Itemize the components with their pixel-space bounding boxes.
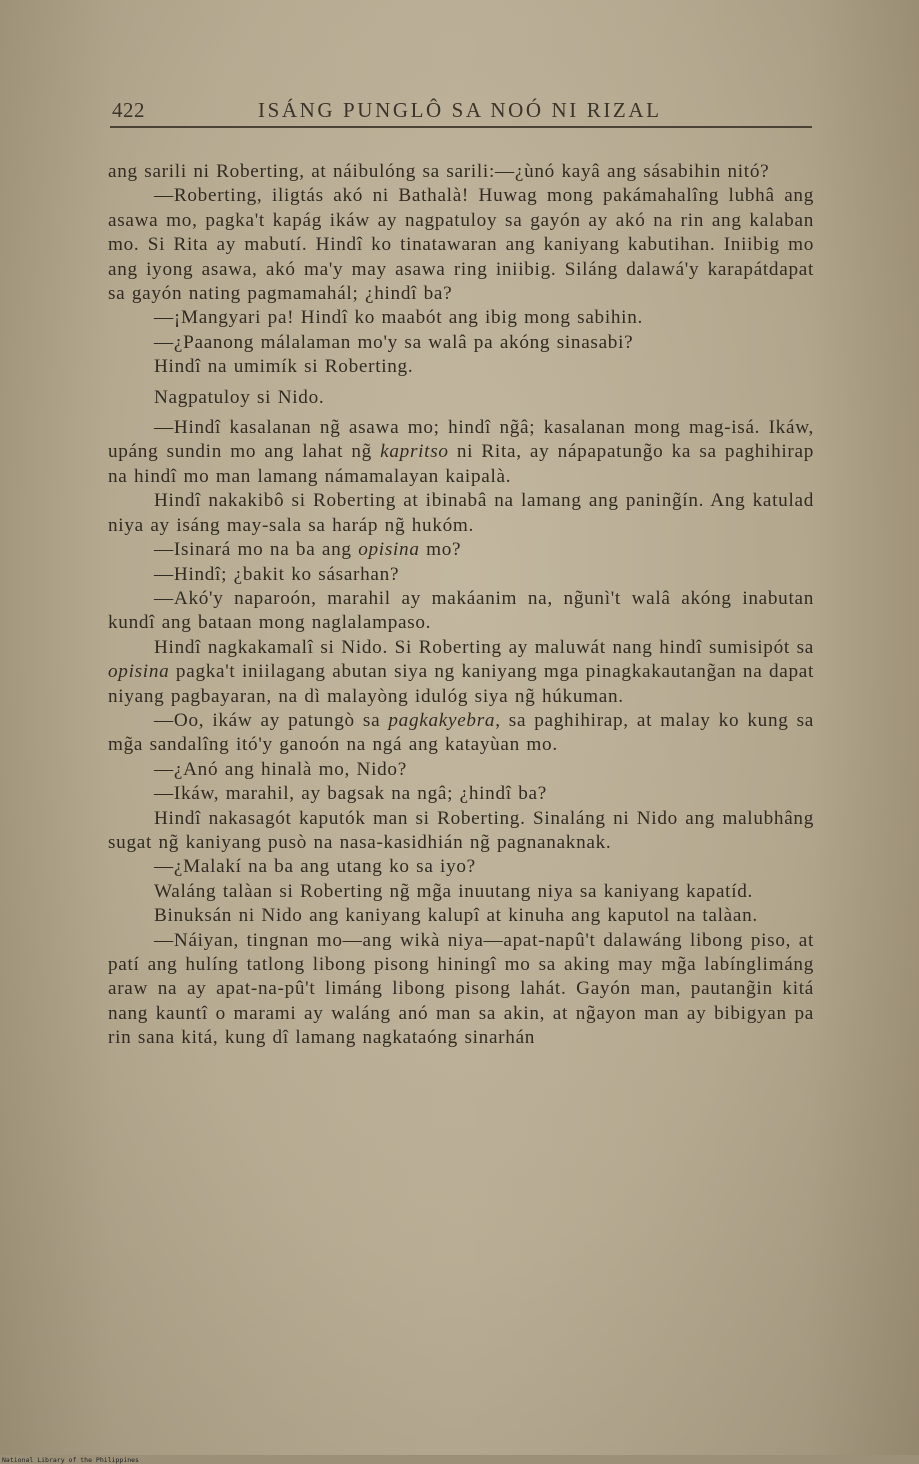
page-header xyxy=(110,92,810,128)
paragraph-text: —Hindî kasalanan ng̃ asawa mo; hindî ng̃â; kasalanan mong mag-isá. Ikáw, upáng sundin mo ang lahat ng̃ xyxy=(108,417,814,463)
paragraph xyxy=(108,855,814,879)
body-text xyxy=(108,160,814,1051)
paragraph-text: —Oo, ikáw ay patungò sa xyxy=(154,709,389,731)
paragraph xyxy=(108,758,814,782)
paragraph xyxy=(108,160,814,184)
paragraph-text: —¿Malakí na ba ang utang ko sa iyo? xyxy=(154,856,476,878)
paragraph-text: Binuksán ni Nido ang kaniyang kalupî at kinuha ang kaputol na talàan. xyxy=(154,905,758,927)
running-title: ISÁNG PUNGLÔ SA NOÓ NI RIZAL xyxy=(258,98,662,122)
paragraph xyxy=(108,929,814,1051)
paragraph-text: —Isinará mo na ba ang xyxy=(154,539,359,561)
paragraph-text: Waláng talàan si Roberting ng̃ mg̃a inuutang niya sa kaniyang kapatíd. xyxy=(154,880,754,902)
paragraph-text: —¿Anó ang hinalà mo, Nido? xyxy=(154,758,407,780)
paragraph xyxy=(108,306,814,330)
paragraph-text: Hindî nakakibô si Roberting at ibinabâ na lamang ang paning̃ín. Ang katulad niya ay isáng may-sala sa haráp ng̃ hukóm. xyxy=(108,490,814,536)
paragraph-text: —¡Mangyari pa! Hindî ko maabót ang ibig mong sabihin. xyxy=(154,307,643,329)
paragraph-text: —Akó'y naparoón, marahil ay makáanim na, ng̃unì't walâ akóng inabutan kundî ang bataan mong naglalampaso. xyxy=(108,587,814,634)
paragraph xyxy=(108,807,814,856)
paragraph-text: pagka't iniilagang abutan siya ng kaniyang mga pinagkakautang̃an na dapat niyang pagbayaran, na dì malayòng idulóg siya ng̃ húkuman. xyxy=(108,661,814,707)
paragraph-text: Hindî nagkakamalî si Nido. Si Roberting ay maluwát nang hindî sumisipót sa xyxy=(154,636,814,658)
paragraph-text: —¿Paanong málalaman mo'y sa walâ pa akóng sinasabi? xyxy=(154,331,634,353)
paragraph-text: Nagpatuloy si Nido. xyxy=(154,386,325,408)
paragraph-text: ang sarili ni Roberting, at náibulóng sa sarili:—¿ùnó kayâ ang sásabihin nitó? xyxy=(108,161,770,182)
paragraph-text: ni Rita, ay nápapatung̃o ka sa paghihirap na hindî mo man lamang námamalayan kaipalà. xyxy=(108,441,814,487)
paragraph xyxy=(108,563,814,587)
italic-term: pagkakyebra xyxy=(388,709,496,731)
paragraph-text: —Náiyan, tingnan mo—ang wikà niya—apat-napû't dalawáng libong piso, at patí ang hulíng tatlong libong pisong hiningî mo sa aking may mg̃a labínglimáng araw na ay apat-na-pû't limáng libong pisong lahát. Gayón man, pautang̃in kitá nang kauntî o marami ay waláng anó man sa akin, at ng̃ayon man ay bibigyan pa rin sana kitá, kung dî lamang nagkataóng sinarhán xyxy=(108,929,814,1049)
paragraph xyxy=(108,880,814,904)
paragraph xyxy=(108,386,814,410)
paragraph xyxy=(108,416,814,489)
italic-term: kapritso xyxy=(380,441,449,463)
paragraph-text: —Hindî; ¿bakit ko sásarhan? xyxy=(154,563,400,585)
paragraph xyxy=(108,782,814,806)
paragraph-text: —Roberting, iligtás akó ni Bathalà! Huwag mong pakámahalîng lubhâ ang asawa mo, pagka't kapág ikáw ay nagpatuloy sa gayón ay akó na rin ang kalaban mo. Si Rita ay mabutí. Hindî ko tinatawaran ang kaniyang kabutihan. Iniibig mo ang iyong asawa, akó ma'y may asawa ring iniibig. Siláng dalawá'y karapátdapat sa gayón nating pagmamahál; ¿hindî ba? xyxy=(108,185,814,305)
paragraph xyxy=(108,587,814,636)
paragraph xyxy=(108,636,814,709)
paragraph-text: Hindî na umimík si Roberting. xyxy=(154,356,414,378)
page-number: 422 xyxy=(112,98,145,122)
paragraph xyxy=(108,538,814,562)
paragraph xyxy=(108,184,814,306)
italic-term: opisina xyxy=(358,539,420,561)
italic-term: opisina xyxy=(108,661,170,683)
paragraph xyxy=(108,489,814,538)
paragraph xyxy=(108,331,814,355)
paragraph xyxy=(108,355,814,379)
paragraph-text: —Ikáw, marahil, ay bagsak na ngâ; ¿hindî ba? xyxy=(154,783,547,805)
header-rule xyxy=(110,126,812,128)
paragraph-text: mo? xyxy=(419,539,462,561)
paragraph xyxy=(108,709,814,758)
paragraph-text: Hindî nakasagót kaputók man si Roberting. Sinaláng ni Nido ang malubhâng sugat ng̃ kaniyang pusò na nasa-kasidhián ng̃ pagnanaknak. xyxy=(108,807,814,853)
paragraph xyxy=(108,904,814,928)
library-credit: National Library of the Philippines xyxy=(2,1456,139,1464)
paragraph-text: , sa paghihirap, at malay ko kung sa mg̃a sandalîng itó'y ganoón na ngá ang katayùan mo. xyxy=(108,709,814,756)
